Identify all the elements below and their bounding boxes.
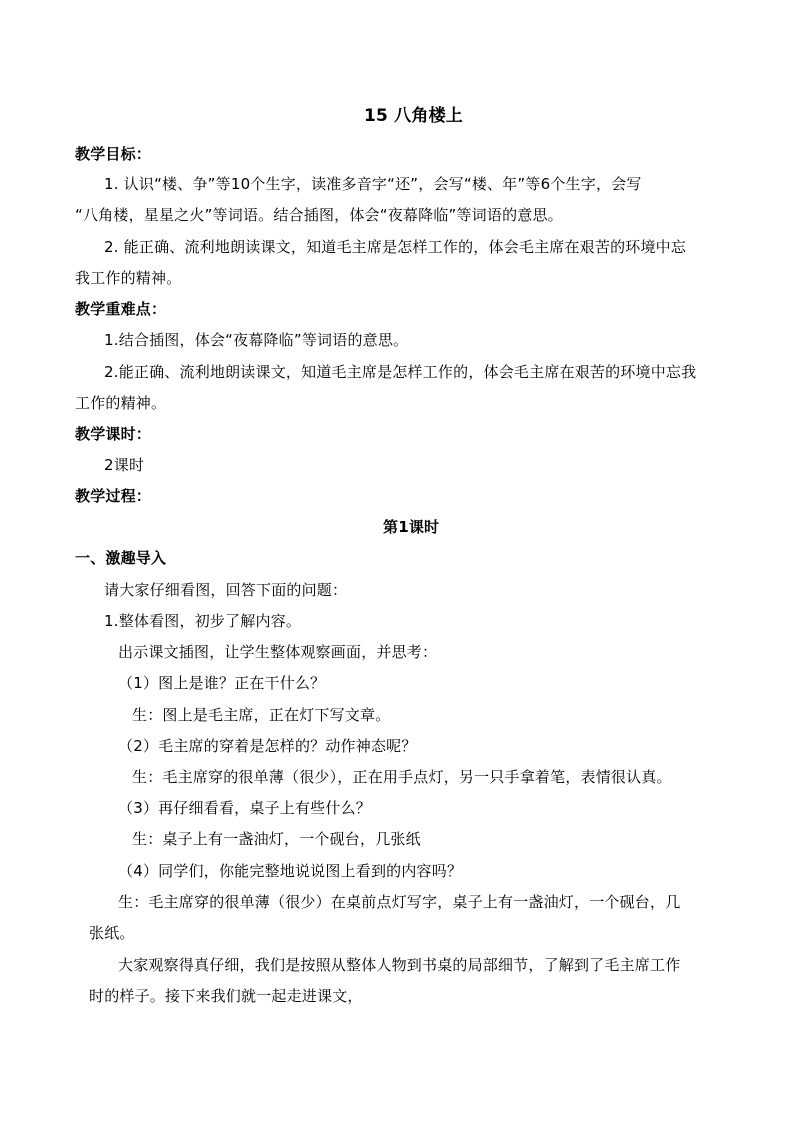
question-3: （3）再仔细看看，桌子上有些什么？ [118, 799, 371, 817]
goal-1-line-2: “八角楼，星星之火”等词语。结合插图，体会“夜幕降临”等词语的意思。 [75, 206, 563, 224]
question-4: （4）同学们，你能完整地说说图上看到的内容吗？ [118, 862, 463, 880]
answer-4-line-2: 张纸。 [89, 924, 135, 942]
key-point-2-line-2: 工作的精神。 [75, 394, 167, 412]
goal-2-line-2: 我工作的精神。 [75, 269, 182, 287]
goal-1-line-1: 1. 认识“楼、争”等10个生字，读准多音字“还”，会写“楼、年”等6个生字，会写 [104, 175, 642, 193]
page-title: 15 八角楼上 [364, 106, 463, 126]
answer-2: 生：毛主席穿的很单薄（很少），正在用手点灯，另一只手拿着笔，表情很认真。 [132, 768, 672, 786]
answer-3: 生：桌子上有一盏油灯，一个砚台，几张纸 [132, 830, 421, 848]
hours-value: 2课时 [104, 456, 145, 474]
lesson-heading: 第1课时 [383, 518, 440, 536]
answer-4-line-1: 生：毛主席穿的很单薄（很少）在桌前点灯写字，桌子上有一盏油灯，一个砚台，几 [118, 893, 681, 911]
intro-paragraph: 请大家仔细看图，回答下面的问题： [104, 581, 348, 599]
heading-goals: 教学目标： [75, 145, 152, 163]
heading-process: 教学过程： [75, 487, 152, 505]
summary-line-2: 时的样子。接下来我们就一起走进课文， [89, 987, 363, 1005]
answer-1: 生：图上是毛主席，正在灯下写文章。 [132, 706, 391, 724]
heading-hours: 教学课时： [75, 425, 152, 443]
key-point-1: 1.结合插图，体会“夜幕降临”等词语的意思。 [104, 331, 409, 349]
heading-key-points: 教学重难点： [75, 300, 167, 318]
step-1: 1.整体看图，初步了解内容。 [104, 612, 302, 630]
show-illustration: 出示课文插图，让学生整体观察画面，并思考： [118, 643, 438, 661]
summary-line-1: 大家观察得真仔细，我们是按照从整体人物到书桌的局部细节，了解到了毛主席工作 [118, 956, 681, 974]
part-1-heading: 一、激趣导入 [75, 549, 167, 567]
question-2: （2）毛主席的穿着是怎样的？动作神态呢？ [118, 737, 417, 755]
question-1: （1）图上是谁？正在干什么？ [118, 674, 326, 692]
key-point-2-line-1: 2.能正确、流利地朗读课文，知道毛主席是怎样工作的，体会毛主席在艰苦的环境中忘我 [104, 363, 697, 381]
goal-2-line-1: 2. 能正确、流利地朗读课文，知道毛主席是怎样工作的，体会毛主席在艰苦的环境中忘 [104, 238, 687, 256]
